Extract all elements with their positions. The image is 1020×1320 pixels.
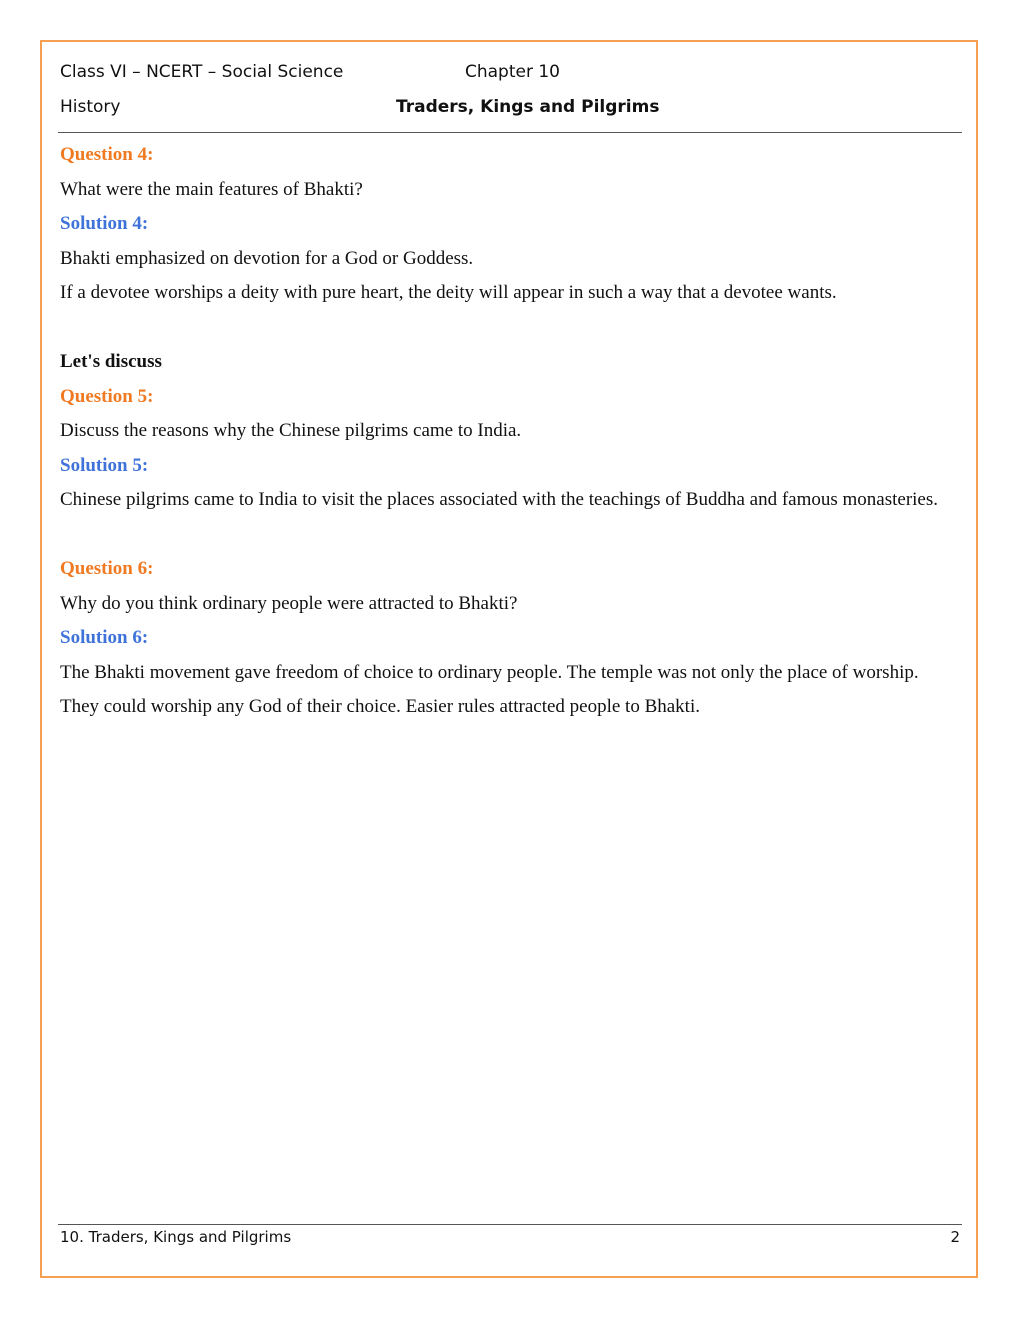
- page-number: 2: [950, 1228, 960, 1246]
- question-6-label: Question 6:: [60, 558, 154, 579]
- spacer: [60, 311, 940, 346]
- question-4-text: What were the main features of Bhakti?: [60, 178, 363, 200]
- solution-4-line: Bhakti emphasized on devotion for a God or Goddess.: [60, 247, 474, 269]
- question-4-label: Question 4:: [60, 144, 154, 165]
- chapter-title: Traders, Kings and Pilgrims: [396, 97, 660, 117]
- question-5-text: Discuss the reasons why the Chinese pilgrims came to India.: [60, 420, 522, 441]
- solution-6-label: Solution 6:: [60, 627, 149, 648]
- solution-4-label: Solution 4:: [60, 213, 149, 234]
- question-5-label: Question 5:: [60, 385, 154, 407]
- solution-6-text: The Bhakti movement gave freedom of choice to ordinary people. The temple was not only the place of worship. They could worship any God of their choice. Easier rules attracted people to Bhakti.: [60, 661, 919, 717]
- footer-divider: [58, 1224, 962, 1225]
- question-6-text: Why do you think ordinary people were attracted to Bhakti?: [60, 592, 518, 614]
- footer-chapter-label: 10. Traders, Kings and Pilgrims: [60, 1228, 292, 1246]
- course-title: Class VI – NCERT – Social Science: [60, 62, 344, 82]
- solution-5-text: Chinese pilgrims came to India to visit the places associated with the teachings of Buddha and famous monasteries.: [60, 489, 939, 510]
- chapter-number: Chapter 10: [465, 62, 561, 82]
- solution-5-label: Solution 5:: [60, 454, 149, 476]
- page-header: [60, 60, 962, 132]
- header-divider: [58, 132, 962, 133]
- subject-label: History: [60, 97, 121, 117]
- solution-4-line: If a devotee worships a deity with pure heart, the deity will appear in such a way that a devotee wants.: [60, 282, 837, 303]
- spacer: [60, 518, 940, 553]
- section-heading: Let's discuss: [60, 351, 162, 372]
- page-content: [60, 138, 940, 725]
